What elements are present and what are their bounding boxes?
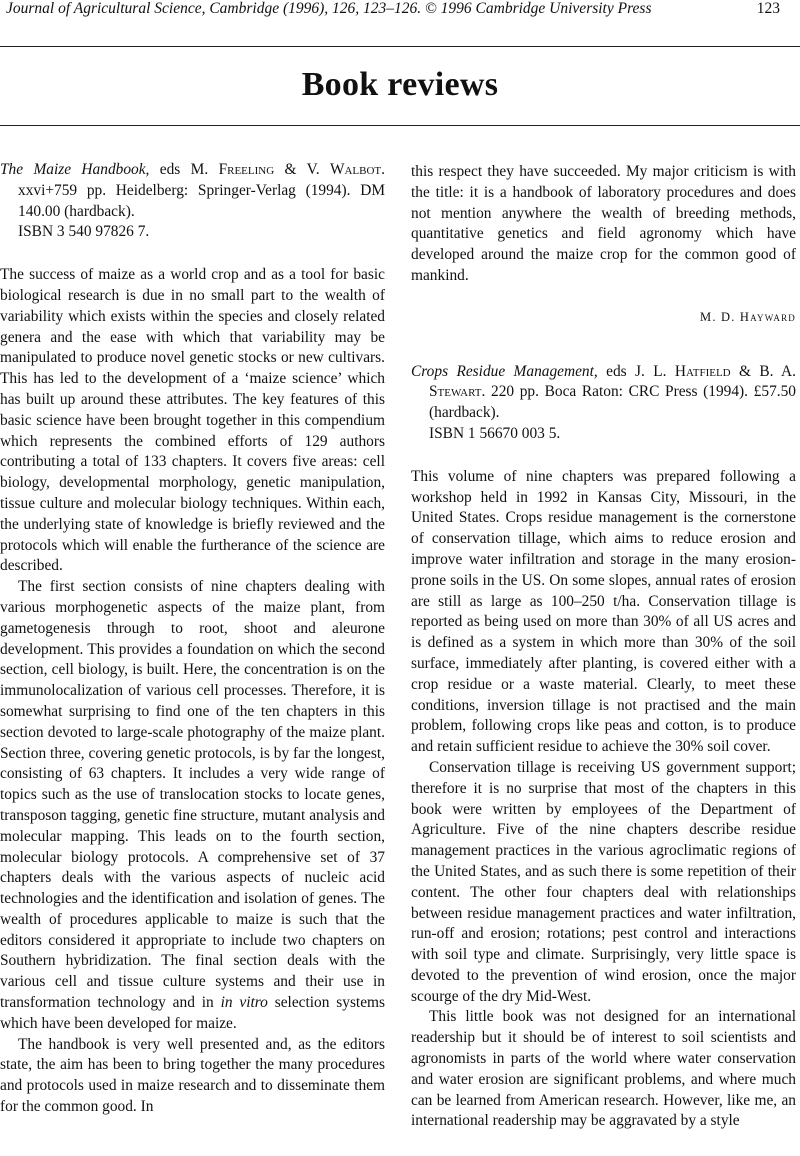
review1-editors-mid: & V. [274, 161, 330, 178]
journal-citation: Journal of Agricultural Science, Cambridge (1996), 126, 123–126. © 1996 Cambridge University Press [6, 0, 652, 17]
review1-paragraph-2 [0, 577, 385, 1035]
top-rule [0, 46, 800, 47]
review1-reviewer: M. D. Hayward [700, 309, 796, 324]
review1-editor2: Walbot. [329, 161, 385, 178]
page-number: 123 [756, 0, 780, 17]
review2-editor1: Hatfield [674, 362, 731, 380]
in-vitro-italic: in vitro [220, 994, 268, 1012]
review1-isbn: ISBN 3 540 97826 7. [18, 223, 150, 241]
review2-editors-mid: & B. A. [730, 362, 796, 380]
review2-editors-pre: eds J. L. [597, 362, 675, 380]
review1-paragraph-2-text: The first section consists of nine chapters dealing with various morphogenetic aspects of the maize plant, from gametogenesis through to root, shoot and aleurone development. This provides a foundation on which the second section, cell biology, is built. Here, the concentration is on the immunolocalization of various cell processes. Therefore, it is somewhat surprising to find one of the ten chapters in this section devoted to large-scale photography of the maize plant. Section three, covering genetic protocols, is by far the longest, consisting of 63 chapters. It includes a very wide range of topics such as the use of translocation stocks to locate genes, transposon tagging, genetic fine structure, mutant analysis and molecular mapping. This leads on to the fourth section, molecular biology protocols. A comprehensive set of 37 chapters deals with the various aspects of nucleic acid technologies and the identification and isolation of genes. The wealth of procedures applicable to maize is such that the editors considered it appropriate to include two chapters on Southern hybridization. The final section deals with the various cell and tissue culture systems and their use in transformation technology and in [0, 578, 385, 1012]
running-header [6, 0, 780, 26]
left-column [0, 160, 385, 1118]
review2-paragraph-1: This volume of nine chapters was prepared following a workshop held in 1992 in Kansas City, Missouri, in the United States. Crops residue management is the cornerstone of conservation tillage, which aims to reduce erosion and improve water infiltration and storage in the many erosion-prone soils in the US. On some slopes, annual rates of erosion are still as large as 100–250 t/ha. Conservation tillage is reported as being used on more than 30% of all US acres and is defined as a system in which more than 30% of the soil surface, immediately after planting, is covered either with a crop residue or a waste material. Clearly, to meet these conditions, inversion tillage is not practised and the main problem, following crops like peas and cotton, is to produce and retain sufficient residue to achieve the 30% soil cover. [411, 467, 796, 756]
review1-paragraph-1: The success of maize as a world crop and as a tool for basic biological research is due in no small part to the wealth of variability which exists within the species and closely related genera and the ease with which that variability may be manipulated to produce novel genetic stocks or new cultivars. This has led to the development of a ‘maize science’ which has built up around these attributes. The key features of this basic science have been brought together in this compendium which represents the combined efforts of 129 authors contributing a total of 133 chapters. It covers five areas: cell biology, developmental morphology, genetic manipulation, tissue culture and molecular biology techniques. Within each, the underlying state of knowledge is briefly reviewed and the protocols which will enable the furtherance of the science are described. [0, 266, 385, 575]
review1-paragraph-3: The handbook is very well presented and, as the editors state, the aim has been to bring together the many procedures and protocols used in maize research and to disseminate them for the common good. In [0, 1035, 385, 1116]
review1-editor1: Freeling [218, 161, 275, 178]
review2-details: 220 pp. Boca Raton: CRC Press (1994). £57.50 (hardback). [429, 383, 796, 422]
review2-paragraph-2: Conservation tillage is receiving US government support; therefore it is no surprise that most of the chapters in this book were written by employees of the Department of Agriculture. Five of the nine chapters describe residue management practices in the various agroclimatic regions of the United States, and as such there is some repetition of their content. The other four chapters deal with relationships between residue management practices and water infiltration, run-off and erosion; rotations; pest control and interactions with soil type and climate. Surprisingly, very little space is devoted to the prevention of wind erosion, once the major scourge of the dry Mid-West. [411, 758, 796, 1005]
review2-book-title: Crops Residue Management, [411, 362, 598, 380]
right-column [411, 162, 796, 1132]
title-rule [0, 125, 800, 126]
review1-book-title: The Maize Handbook, [0, 161, 150, 178]
review2-isbn: ISBN 1 56670 003 5. [429, 424, 561, 442]
review2-citation [411, 362, 796, 445]
review1-citation [0, 160, 385, 243]
review1-details: xxvi+759 pp. Heidelberg: Springer-Verlag (1994). DM 140.00 (hardback). [18, 181, 385, 220]
review1-paragraph-2-tail: selection systems which have been developed for maize. [0, 994, 386, 1032]
page-title: Book reviews [301, 66, 499, 103]
review1-continuation: this respect they have succeeded. My major criticism is with the title: it is a handbook of laboratory procedures and does not mention anywhere the wealth of breeding methods, quantitative genetics and field agronomy which have developed around the maize crop for the common good of mankind. [411, 163, 796, 284]
review1-editors-pre: eds M. [149, 161, 219, 178]
review2-editor2: Stewart. [429, 383, 486, 401]
review2-paragraph-3: This little book was not designed for an international readership but it should be of interest to soil scientists and agronomists in parts of the world where water conservation and water erosion are significant problems, and where much can be learned from American research. However, like me, an international readership may be aggravated by a style [411, 1008, 796, 1130]
